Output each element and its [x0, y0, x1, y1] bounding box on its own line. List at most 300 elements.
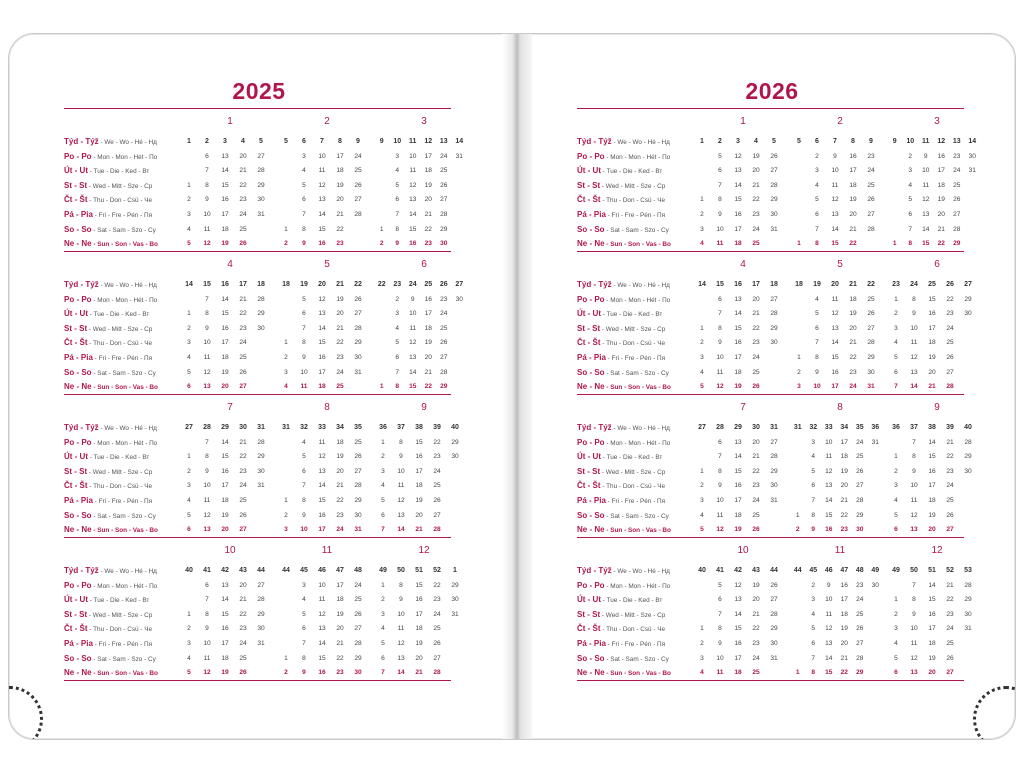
day-number: 14 — [910, 383, 918, 391]
day-row — [790, 436, 880, 451]
weekday-label-rest: - Mon - Mon - Hét - По — [91, 582, 158, 590]
day-number: 7 — [894, 383, 898, 391]
day-number: 20 — [336, 196, 344, 204]
day-row — [180, 237, 270, 252]
day-number: 23 — [946, 610, 954, 618]
day-row — [790, 366, 880, 381]
day-number: 5 — [187, 240, 191, 248]
day-number: 16 — [415, 453, 423, 461]
week-number: 46 — [318, 567, 326, 574]
day-number — [446, 465, 464, 480]
week-number: 8 — [338, 138, 342, 145]
quarter-block — [64, 251, 464, 394]
day-number: 16 — [840, 581, 848, 589]
day-number: 1 — [187, 453, 191, 461]
weekday-label — [64, 164, 180, 179]
month-number: 9 — [934, 402, 940, 413]
day-number: 24 — [953, 167, 961, 175]
day-number: 29 — [257, 181, 265, 189]
day-number — [252, 509, 270, 524]
weekday-label-rest: - We - Wo - Hé - Нд — [611, 425, 670, 432]
day-row — [374, 307, 464, 322]
weekday-label — [577, 293, 693, 308]
weekday-labels — [577, 564, 693, 681]
day-number: 16 — [409, 240, 417, 248]
day-number: 27 — [770, 295, 778, 303]
day-number: 23 — [336, 511, 344, 519]
day-number — [693, 608, 711, 623]
day-number: 3 — [908, 167, 913, 175]
day-number: 5 — [395, 339, 400, 347]
day-number: 22 — [433, 581, 441, 589]
day-number: 25 — [239, 353, 247, 361]
day-number: 19 — [928, 511, 936, 519]
day-number — [252, 652, 270, 667]
weekday-label-rest: - Fri - Fre - Pén - Пя — [605, 497, 666, 505]
day-row — [790, 193, 880, 208]
day-number: 16 — [221, 467, 229, 475]
day-number: 5 — [700, 383, 704, 391]
day-row — [374, 293, 464, 308]
day-number: 28 — [964, 581, 972, 589]
weekday-label-abbr: Týd - Týž — [577, 566, 612, 575]
day-number — [959, 351, 977, 366]
day-number: 21 — [424, 368, 432, 376]
day-number: 25 — [239, 496, 247, 504]
weekday-label-rest: - Sat - Sam - Szo - Сy — [91, 512, 156, 520]
day-number: 29 — [451, 581, 459, 589]
day-number: 22 — [946, 453, 954, 461]
month-number: 1 — [740, 116, 746, 127]
day-number — [868, 450, 884, 465]
day-row — [180, 208, 270, 223]
day-number: 26 — [433, 496, 441, 504]
week-number: 14 — [185, 281, 193, 288]
weekday-label-abbr: St - St — [577, 609, 601, 619]
day-number: 5 — [302, 295, 306, 303]
day-number: 2 — [815, 152, 819, 160]
week-number: 37 — [397, 424, 405, 431]
day-number: 26 — [440, 339, 448, 347]
day-number: 28 — [770, 610, 778, 618]
day-number: 7 — [718, 181, 722, 189]
weekday-label-rest: - Wed - Mitt - Sze - Ср — [87, 182, 153, 190]
day-number — [446, 637, 464, 652]
day-number — [765, 509, 783, 524]
day-number: 15 — [928, 453, 936, 461]
weekday-label-rest: - Fri - Fre - Pén - Пя — [92, 211, 153, 219]
day-number — [790, 336, 808, 351]
day-number: 6 — [894, 669, 898, 677]
day-number: 18 — [928, 339, 936, 347]
day-number: 24 — [239, 210, 247, 218]
day-row — [693, 666, 783, 681]
day-number: 20 — [336, 467, 344, 475]
week-number-row — [693, 421, 783, 436]
day-number: 20 — [239, 581, 247, 589]
weekday-label-abbr: Čt - Št — [577, 195, 601, 205]
day-number: 11 — [318, 438, 326, 446]
day-number: 19 — [928, 353, 936, 361]
day-number: 12 — [922, 196, 930, 204]
day-number: 16 — [318, 353, 326, 361]
day-number: 23 — [856, 581, 864, 589]
day-number: 25 — [867, 181, 875, 189]
week-number: 38 — [928, 424, 936, 431]
day-number: 10 — [825, 596, 833, 604]
day-number: 21 — [424, 210, 432, 218]
day-number: 15 — [734, 625, 742, 633]
weekday-label — [577, 164, 693, 179]
day-number: 25 — [946, 339, 954, 347]
day-number: 28 — [770, 453, 778, 461]
day-number: 12 — [397, 496, 405, 504]
day-row — [180, 436, 270, 451]
day-number: 6 — [811, 639, 816, 647]
quarter-block — [577, 537, 972, 681]
week-number: 31 — [282, 424, 290, 431]
week-number: 25 — [424, 281, 433, 288]
day-number: 5 — [894, 511, 898, 519]
week-number: 46 — [824, 567, 833, 574]
day-number: 6 — [894, 368, 898, 376]
weekday-labels — [64, 564, 180, 681]
week-number: 29 — [221, 424, 229, 431]
weekday-label — [64, 479, 180, 494]
day-number: 11 — [831, 295, 839, 303]
day-number: 17 — [840, 596, 848, 604]
day-number: 24 — [440, 310, 448, 318]
week-number: 13 — [952, 138, 961, 145]
weekday-labels — [577, 135, 693, 252]
day-row — [277, 322, 367, 337]
weekday-label-abbr: Po - Po — [64, 437, 92, 447]
weekday-label-abbr: Ne - Ne — [577, 525, 605, 535]
day-number: 20 — [849, 210, 857, 218]
weekday-label-rest: - Mon - Mon - Hét - По — [604, 153, 671, 161]
week-number: 19 — [813, 281, 821, 288]
day-number: 1 — [381, 438, 385, 446]
day-number: 6 — [718, 295, 722, 303]
weekday-label — [577, 666, 693, 681]
day-number: 8 — [718, 324, 722, 332]
weekday-label-abbr: Týd - Týž — [64, 423, 99, 432]
weekday-label-abbr: Ne - Ne — [577, 239, 605, 249]
day-number: 10 — [831, 167, 839, 175]
day-number: 28 — [354, 639, 362, 647]
day-row — [180, 150, 270, 165]
weekday-label-abbr: Út - Ut — [64, 309, 88, 319]
week-number: 26 — [946, 281, 954, 288]
week-number-row — [277, 135, 367, 150]
weekday-labels — [577, 421, 693, 538]
day-number: 27 — [856, 482, 864, 490]
day-number: 1 — [187, 181, 191, 189]
day-number: 22 — [424, 225, 432, 233]
weekday-label — [64, 179, 180, 194]
day-number: 29 — [953, 240, 961, 248]
day-number: 5 — [811, 467, 816, 475]
day-number: 3 — [302, 581, 306, 589]
day-number: 2 — [700, 639, 704, 647]
day-row — [887, 179, 977, 194]
day-number: 4 — [811, 610, 816, 618]
day-number: 5 — [700, 526, 704, 534]
day-number: 24 — [856, 438, 864, 446]
day-number: 10 — [910, 324, 918, 332]
day-number — [965, 179, 981, 194]
day-number: 4 — [700, 368, 704, 376]
month-number: 3 — [421, 116, 427, 127]
week-number: 24 — [408, 281, 417, 288]
day-number: 27 — [354, 467, 362, 475]
day-number: 12 — [203, 669, 211, 677]
day-number: 5 — [302, 453, 306, 461]
day-row — [374, 322, 464, 337]
day-number — [374, 322, 390, 337]
day-row — [693, 450, 783, 465]
day-number: 3 — [187, 339, 191, 347]
day-number: 18 — [734, 511, 742, 519]
day-number: 17 — [928, 625, 936, 633]
day-number: 6 — [908, 210, 913, 218]
day-number: 24 — [440, 152, 448, 160]
month-number: 2 — [324, 116, 330, 127]
day-number: 17 — [849, 167, 857, 175]
day-row — [887, 523, 977, 538]
day-number: 23 — [239, 467, 247, 475]
day-number: 25 — [752, 240, 760, 248]
day-row — [374, 366, 464, 381]
weekday-label-abbr: Po - Po — [577, 294, 605, 304]
week-number-row — [693, 564, 783, 579]
day-number: 3 — [381, 610, 385, 618]
day-row — [180, 465, 270, 480]
month-number: 6 — [934, 259, 940, 270]
day-number: 18 — [424, 167, 432, 175]
day-number: 9 — [205, 196, 209, 204]
day-number: 4 — [302, 596, 306, 604]
day-row — [887, 223, 977, 238]
day-number: 10 — [409, 310, 417, 318]
day-number: 23 — [424, 240, 432, 248]
day-number: 28 — [953, 225, 961, 233]
weekday-label-rest: - Wed - Mitt - Sze - Ср — [87, 468, 153, 476]
weekday-label-rest: - Mon - Mon - Hét - По — [91, 296, 158, 304]
weekday-label-abbr: Pá - Pia — [64, 495, 93, 505]
day-number: 22 — [433, 438, 441, 446]
day-number: 8 — [395, 225, 400, 233]
day-number: 21 — [336, 324, 344, 332]
day-number — [790, 179, 808, 194]
day-number: 31 — [354, 368, 362, 376]
day-number: 16 — [221, 324, 229, 332]
week-number: 49 — [871, 567, 880, 574]
day-row — [693, 652, 783, 667]
month-number: 5 — [324, 259, 330, 270]
month-number: 4 — [740, 259, 746, 270]
weekday-label-abbr: Ne - Ne — [64, 382, 92, 392]
month-block — [374, 395, 464, 538]
day-number: 22 — [752, 324, 760, 332]
day-number: 10 — [203, 639, 211, 647]
day-row — [790, 293, 880, 308]
day-number: 10 — [318, 581, 326, 589]
month-block — [277, 395, 367, 538]
week-number: 32 — [809, 424, 818, 431]
week-number-row — [180, 564, 270, 579]
day-number: 23 — [867, 152, 875, 160]
week-number: 44 — [793, 567, 802, 574]
day-number: 27 — [433, 654, 441, 662]
day-row — [790, 579, 880, 594]
weekday-label-abbr: Po - Po — [577, 151, 605, 161]
day-number: 28 — [257, 295, 265, 303]
day-number: 18 — [221, 353, 229, 361]
day-row — [180, 637, 270, 652]
day-row — [277, 336, 367, 351]
day-number: 25 — [239, 225, 247, 233]
day-number — [180, 293, 198, 308]
day-number — [374, 164, 390, 179]
week-number: 11 — [409, 138, 417, 145]
day-row — [693, 494, 783, 509]
day-number: 31 — [871, 438, 879, 446]
day-number: 24 — [336, 368, 344, 376]
weekday-label — [577, 208, 693, 223]
day-number: 14 — [734, 453, 742, 461]
week-number: 13 — [439, 138, 448, 145]
day-number: 27 — [856, 639, 864, 647]
week-number: 14 — [455, 138, 464, 145]
weekday-label — [577, 179, 693, 194]
day-number: 17 — [336, 152, 344, 160]
week-number: 6 — [815, 138, 819, 145]
weekday-label-rest: - Sat - Sam - Szo - Сy — [604, 369, 669, 377]
day-number — [790, 637, 806, 652]
weekday-label — [64, 293, 180, 308]
day-number: 29 — [856, 511, 864, 519]
day-number: 13 — [318, 467, 326, 475]
day-number: 9 — [205, 324, 209, 332]
day-number — [693, 579, 711, 594]
day-number: 9 — [205, 467, 209, 475]
day-number: 17 — [336, 581, 344, 589]
day-number: 18 — [734, 368, 742, 376]
day-number: 2 — [700, 210, 704, 218]
day-number — [180, 436, 198, 451]
day-number: 14 — [831, 225, 839, 233]
day-number — [790, 622, 806, 637]
day-row — [277, 208, 367, 223]
day-number: 14 — [318, 324, 326, 332]
day-number: 22 — [336, 339, 344, 347]
day-number: 11 — [910, 496, 918, 504]
day-number: 19 — [928, 654, 936, 662]
day-row — [180, 336, 270, 351]
week-number-row — [887, 278, 977, 293]
day-number: 2 — [381, 596, 385, 604]
month-block — [790, 109, 880, 252]
day-number: 30 — [968, 152, 976, 160]
month-number: 7 — [740, 402, 746, 413]
day-row — [374, 336, 464, 351]
day-row — [180, 223, 270, 238]
weekday-label-abbr: Ne - Ne — [64, 668, 92, 678]
day-number: 21 — [415, 669, 423, 677]
day-number: 13 — [910, 526, 918, 534]
day-number: 21 — [239, 167, 247, 175]
day-number: 4 — [381, 625, 385, 633]
year-calendar — [577, 108, 977, 681]
weekday-label-rest: - We - Wo - Hé - Нд — [98, 568, 157, 575]
day-number: 26 — [867, 196, 875, 204]
day-number: 20 — [928, 669, 936, 677]
month-number: 1 — [227, 116, 233, 127]
week-number: 45 — [300, 567, 308, 574]
day-number: 9 — [833, 152, 837, 160]
weekday-label-rest: - Thu - Don - Csü - Че — [600, 483, 666, 491]
weekday-labels — [64, 278, 180, 395]
weekday-label — [64, 366, 180, 381]
day-number: 22 — [752, 467, 760, 475]
day-number: 29 — [964, 453, 972, 461]
weekday-label-rest: - Sun - Son - Vas - Во — [604, 527, 671, 535]
day-number: 20 — [415, 654, 423, 662]
day-row — [693, 208, 783, 223]
day-row — [374, 351, 464, 366]
month-number: 3 — [934, 116, 940, 127]
day-number: 22 — [239, 181, 247, 189]
day-number — [868, 652, 884, 667]
day-row — [693, 465, 783, 480]
day-number: 19 — [937, 196, 945, 204]
day-number: 1 — [894, 596, 898, 604]
day-row — [790, 622, 880, 637]
day-number: 29 — [257, 610, 265, 618]
day-number: 17 — [318, 526, 326, 534]
day-number: 24 — [752, 353, 760, 361]
day-number: 13 — [203, 383, 211, 391]
month-block — [887, 395, 977, 538]
day-number: 12 — [825, 467, 833, 475]
day-number: 4 — [894, 496, 898, 504]
week-number: 22 — [867, 281, 875, 288]
day-number — [277, 208, 295, 223]
day-number: 25 — [856, 610, 864, 618]
week-number: 7 — [320, 138, 324, 145]
day-number: 2 — [284, 240, 288, 248]
day-row — [887, 150, 977, 165]
day-number: 9 — [718, 482, 722, 490]
weekday-label — [64, 351, 180, 366]
day-number: 12 — [910, 353, 918, 361]
weekday-label-rest: - Thu - Don - Csü - Че — [87, 340, 153, 348]
day-number: 21 — [849, 339, 857, 347]
month-block — [790, 538, 880, 681]
day-number — [868, 509, 884, 524]
day-row — [887, 509, 977, 524]
week-number-row — [790, 278, 880, 293]
day-number: 23 — [239, 324, 247, 332]
weekday-label — [577, 509, 693, 524]
week-number-row — [277, 564, 367, 579]
day-number: 11 — [910, 639, 918, 647]
day-number: 15 — [221, 610, 229, 618]
day-number: 24 — [752, 654, 760, 662]
weekday-label-rest: - Wed - Mitt - Sze - Ср — [600, 325, 666, 333]
day-number: 24 — [239, 339, 247, 347]
